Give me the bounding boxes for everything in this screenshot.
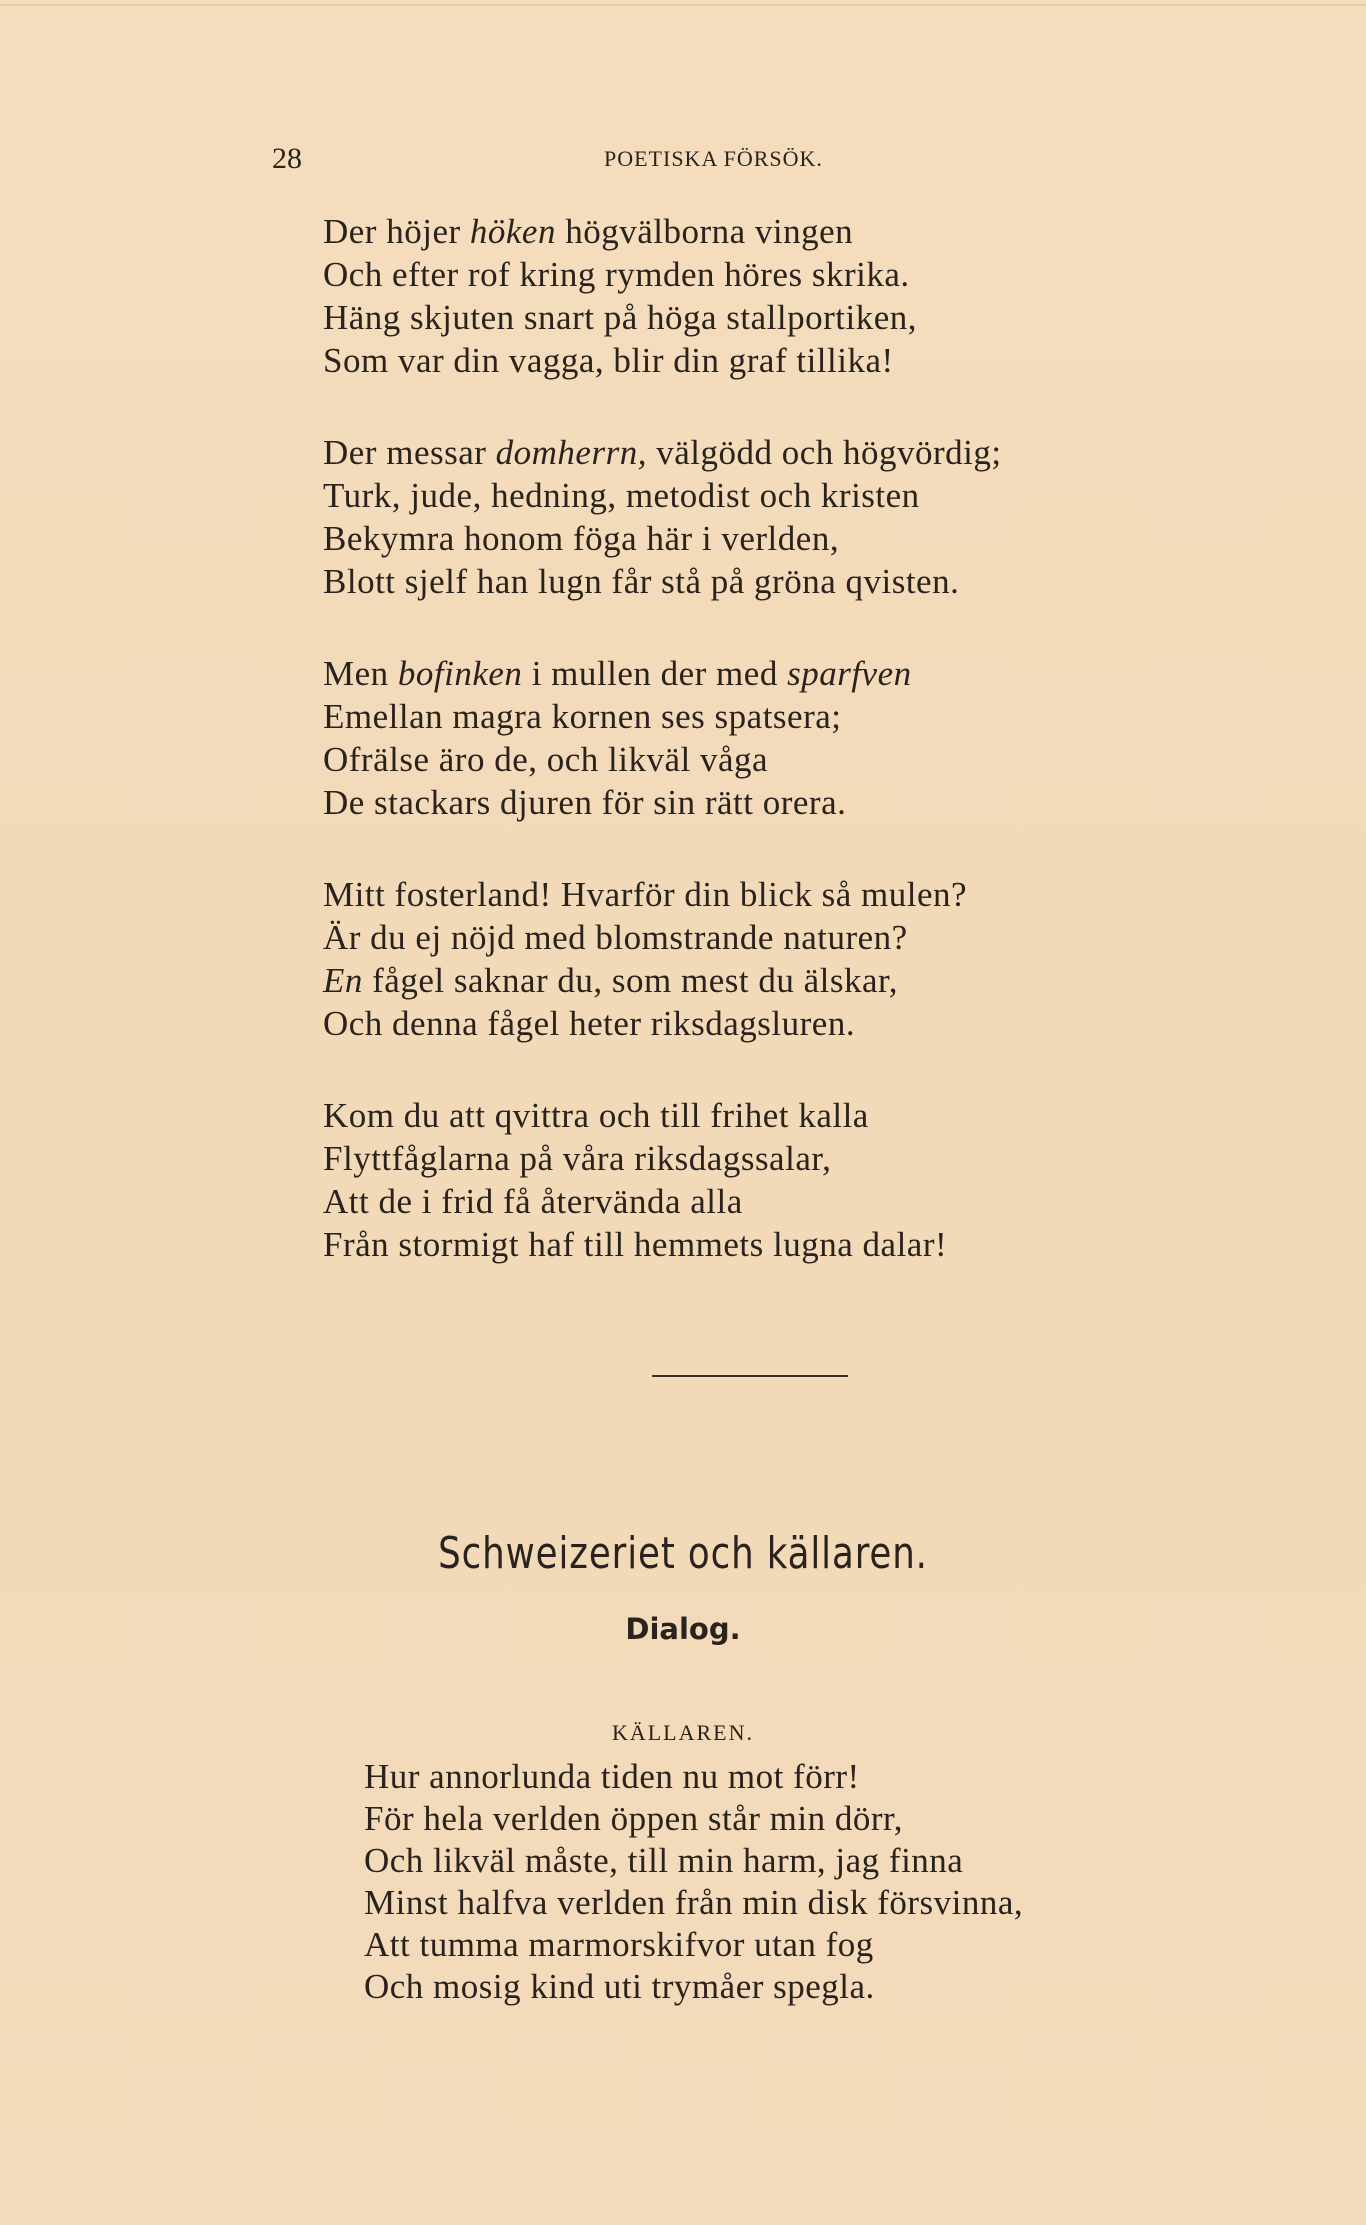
dialog-line: Minst halfva verlden från min disk försvinna, xyxy=(364,1883,1024,1922)
speaker-label: KÄLLAREN. xyxy=(611,1720,755,1745)
section-subtitle: Dialog. xyxy=(625,1612,741,1646)
poem-line: Turk, jude, hedning, metodist och kristen xyxy=(323,476,920,515)
poem-line: Der höjer höken högvälborna vingen xyxy=(323,212,854,251)
dialog-line: För hela verlden öppen står min dörr, xyxy=(364,1799,904,1838)
dialog-line: Och mosig kind uti trymåer spegla. xyxy=(364,1967,875,2006)
page-number: 28 xyxy=(272,142,302,175)
poem-line: Att de i frid få återvända alla xyxy=(323,1182,743,1221)
poem-line: Och efter rof kring rymden höres skrika. xyxy=(323,255,910,294)
poem-line: En fågel saknar du, som mest du älskar, xyxy=(323,961,899,1000)
poem-line: Emellan magra kornen ses spatsera; xyxy=(323,697,842,736)
poem-line: Som var din vagga, blir din graf tillika! xyxy=(323,341,894,380)
stanza-3 xyxy=(323,652,1002,824)
poem-line: Bekymra honom föga här i verlden, xyxy=(323,519,840,558)
poem-line: Och denna fågel heter riksdagsluren. xyxy=(323,1004,856,1043)
section-divider xyxy=(652,1375,848,1377)
poem-line: De stackars djuren för sin rätt orera. xyxy=(323,783,847,822)
dialog-line: Hur annorlunda tiden nu mot förr! xyxy=(364,1757,860,1796)
poem xyxy=(323,210,1002,1315)
running-head xyxy=(0,142,1366,182)
poem-line: Mitt fosterland! Hvarför din blick så mulen? xyxy=(323,875,968,914)
top-edge-rule xyxy=(0,4,1366,6)
poem-line: Men bofinken i mullen der med sparfven xyxy=(323,654,912,693)
poem-line: Häng skjuten snart på höga stallportiken, xyxy=(323,298,917,337)
section-title: Schweizeriet och källaren. xyxy=(438,1528,928,1579)
poem-line: Från stormigt haf till hemmets lugna dalar! xyxy=(323,1225,948,1264)
poem-line: Är du ej nöjd med blomstrande naturen? xyxy=(323,918,908,957)
dialog-line: Och likväl måste, till min harm, jag finna xyxy=(364,1841,964,1880)
running-title: POETISKA FÖRSÖK. xyxy=(604,146,823,171)
stanza-5 xyxy=(323,1094,1002,1266)
stanza-4 xyxy=(323,873,1002,1045)
dialog-line: Att tumma marmorskifvor utan fog xyxy=(364,1925,874,1964)
stanza-2 xyxy=(323,431,1002,603)
stanza-1 xyxy=(323,210,1002,382)
poem-line: Der messar domherrn, välgödd och högvördig; xyxy=(323,433,1002,472)
poem-line: Kom du att qvittra och till frihet kalla xyxy=(323,1096,869,1135)
poem-line: Blott sjelf han lugn får stå på gröna qvisten. xyxy=(323,562,960,601)
dialog-verse xyxy=(364,1756,1023,2008)
poem-line: Flyttfåglarna på våra riksdagssalar, xyxy=(323,1139,832,1178)
poem-line: Ofrälse äro de, och likväl våga xyxy=(323,740,769,779)
